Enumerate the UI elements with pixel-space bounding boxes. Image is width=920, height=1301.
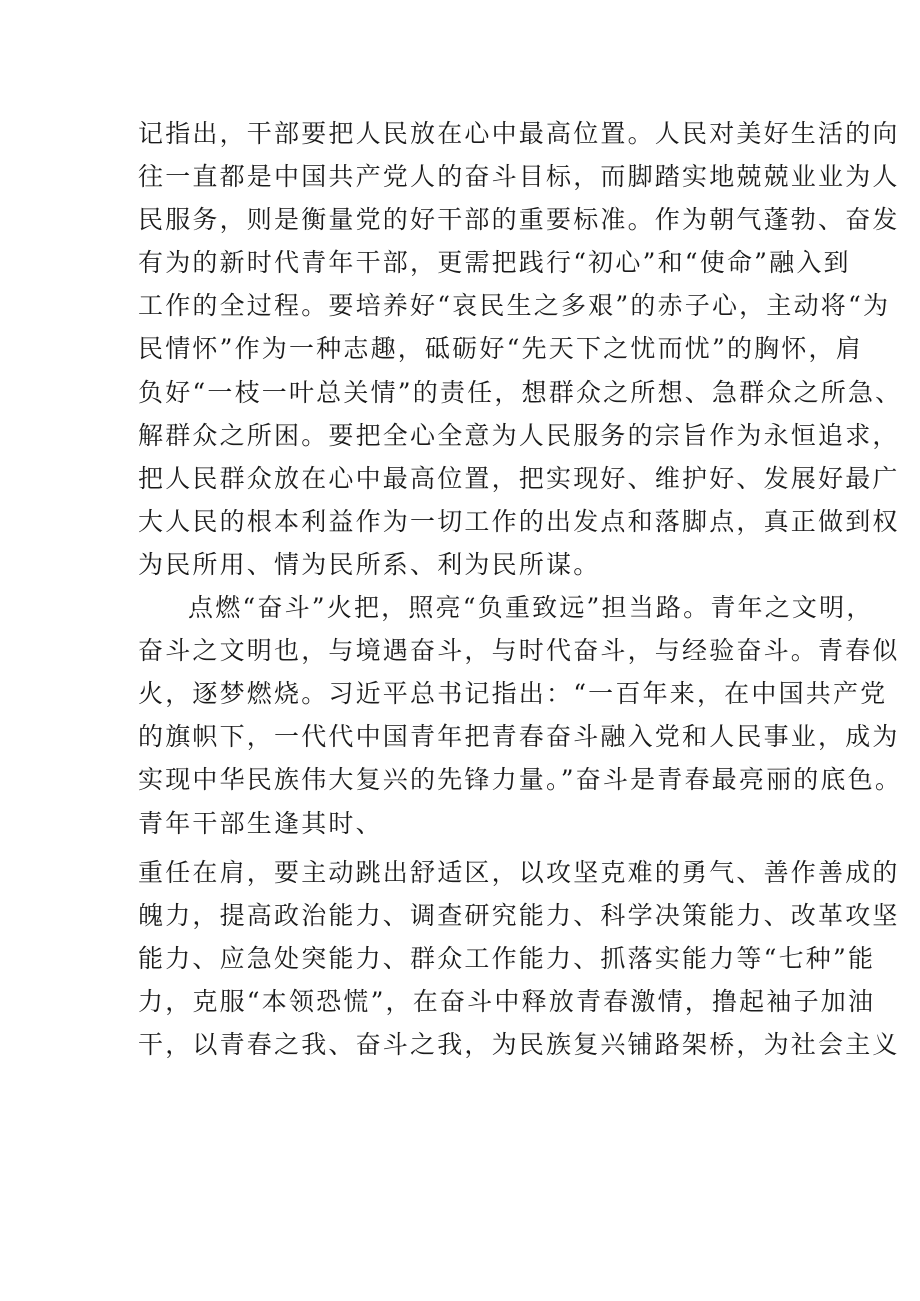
text-line: 青年干部生逢其时、 bbox=[138, 808, 383, 838]
text-line: 为民所用、情为民所系、利为民所谋。 bbox=[138, 549, 601, 579]
text-line: 魄力，提高政治能力、调查研究能力、科学决策能力、改革攻坚 bbox=[138, 900, 900, 930]
text-line: 把人民群众放在心中最高位置，把实现好、维护好、发展好最广 bbox=[138, 463, 900, 493]
text-line: 往一直都是中国共产党人的奋斗目标，而脚踏实地兢兢业业为人 bbox=[138, 162, 900, 192]
paragraph bbox=[138, 586, 903, 845]
text-line: 解群众之所困。要把全心全意为人民服务的宗旨作为永恒追求， bbox=[138, 420, 900, 450]
text-line: 干，以青春之我、奋斗之我，为民族复兴铺路架桥，为社会主义 bbox=[138, 1029, 900, 1059]
text-line: 民情怀”作为一种志趣，砥砺好“先天下之忧而忧”的胸怀，肩 bbox=[138, 334, 863, 364]
text-line: 实现中华民族伟大复兴的先锋力量。”奋斗是青春最亮丽的底色。 bbox=[138, 765, 903, 795]
text-line: 重任在肩，要主动跳出舒适区，以攻坚克难的勇气、善作善成的 bbox=[138, 857, 900, 887]
text-line: 大人民的根本利益作为一切工作的出发点和落脚点，真正做到权 bbox=[138, 506, 900, 536]
text-line: 火，逐梦燃烧。习近平总书记指出：“一百年来，在中国共产党 bbox=[138, 679, 888, 709]
text-line: 负好“一枝一叶总关情”的责任，想群众之所想、急群众之所急、 bbox=[138, 377, 903, 407]
text-line: 能力、应急处突能力、群众工作能力、抓落实能力等“七种”能 bbox=[138, 943, 876, 973]
text-line: 工作的全过程。要培养好“哀民生之多艰”的赤子心，主动将“为 bbox=[138, 291, 891, 321]
text-line: 奋斗之文明也，与境遇奋斗，与时代奋斗，与经验奋斗。青春似 bbox=[138, 636, 900, 666]
text-line: 记指出，干部要把人民放在心中最高位置。人民对美好生活的向 bbox=[138, 119, 900, 148]
text-line: 有为的新时代青年干部，更需把践行“初心”和“使命”融入到 bbox=[138, 248, 851, 278]
text-line: 力，克服“本领恐慌”，在奋斗中释放青春激情，撸起袖子加油 bbox=[138, 986, 876, 1016]
paragraph bbox=[138, 112, 903, 586]
text-line: 点燃“奋斗”火把，照亮“负重致远”担当路。青年之文明， bbox=[188, 593, 874, 623]
body-text bbox=[138, 112, 903, 1066]
paragraph bbox=[138, 851, 900, 1066]
text-line: 的旗帜下，一代代中国青年把青春奋斗融入党和人民事业，成为 bbox=[138, 722, 900, 752]
text-line: 民服务，则是衡量党的好干部的重要标准。作为朝气蓬勃、奋发 bbox=[138, 205, 900, 235]
